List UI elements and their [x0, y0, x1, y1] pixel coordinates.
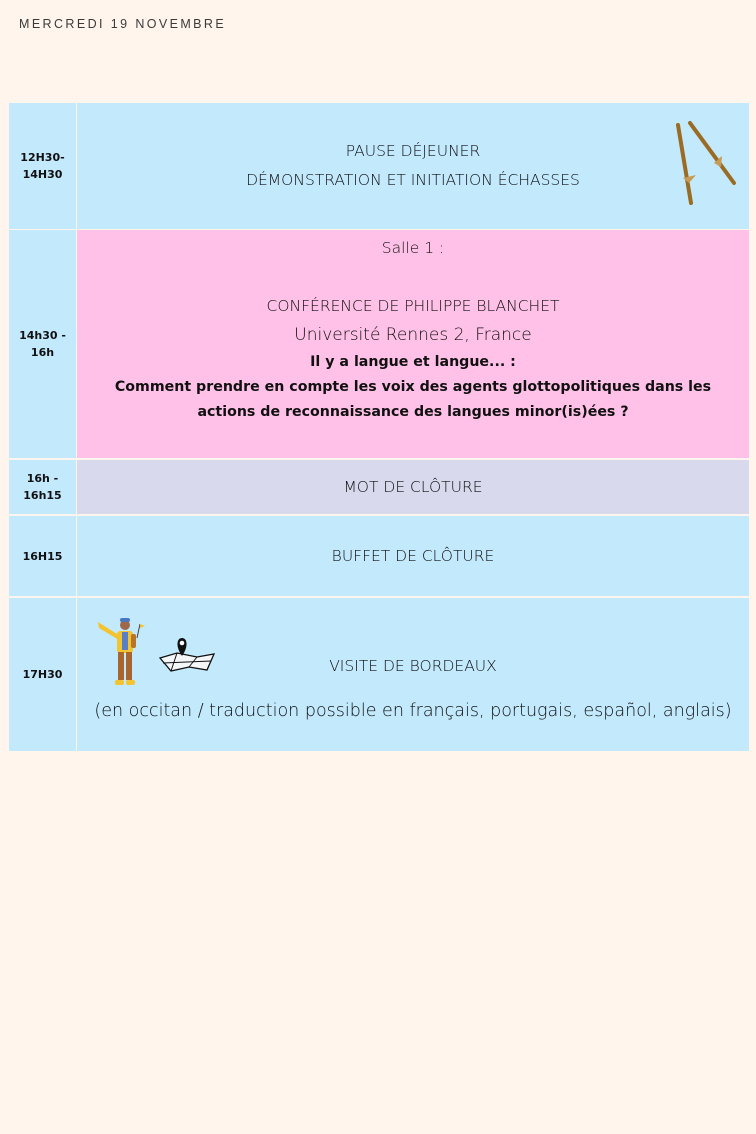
- day-title: MERCREDI 19 NOVEMBRE: [19, 17, 227, 31]
- event-cell: [77, 516, 749, 596]
- talk-subtitle-line2: actions de reconnaissance des langues minor(is)ées ?: [197, 404, 629, 420]
- time-cell: [9, 103, 76, 229]
- schedule-row-visit: [9, 598, 749, 751]
- event-subtitle: DÉMONSTRATION ET INITIATION ÉCHASSES: [246, 171, 580, 189]
- event-title: PAUSE DÉJEUNER: [345, 142, 481, 160]
- stilts-icon: [672, 121, 742, 206]
- time-start: 12H30-: [20, 151, 65, 164]
- room-label: Salle 1 :: [381, 239, 445, 257]
- time-cell: [9, 460, 76, 514]
- event-note: (en occitan / traduction possible en français, portugais, español, anglais): [94, 701, 732, 721]
- time-cell: [9, 230, 76, 458]
- map-pin-icon: [157, 636, 217, 676]
- time-cell: [9, 598, 76, 751]
- time-end: 16h: [30, 346, 55, 359]
- time-cell: [9, 516, 76, 596]
- hiker-icon: [95, 616, 145, 690]
- event-cell: [77, 103, 749, 229]
- time-start: 17H30: [22, 668, 63, 681]
- schedule-row-lunch: [9, 103, 749, 229]
- event-title: MOT DE CLÔTURE: [343, 477, 483, 496]
- schedule-row-buffet: [9, 516, 749, 596]
- event-cell: [77, 230, 749, 458]
- time-start: 16H15: [22, 549, 63, 563]
- talk-subtitle-line1: Comment prendre en compte les voix des agents glottopolitiques dans les: [114, 379, 712, 395]
- schedule-row-closing-words: [9, 460, 749, 514]
- event-cell: [77, 460, 749, 514]
- affiliation: Université Rennes 2, France: [294, 325, 532, 345]
- event-title: VISITE DE BORDEAUX: [329, 657, 497, 675]
- time-start: 16h -: [26, 472, 59, 485]
- time-end: 14H30: [22, 168, 63, 181]
- time-start: 14h30 -: [19, 329, 66, 342]
- conference-title: CONFÉRENCE DE PHILIPPE BLANCHET: [266, 297, 560, 315]
- time-end: 16h15: [23, 489, 62, 502]
- event-title: BUFFET DE CLÔTURE: [331, 546, 495, 565]
- talk-title: Il y a langue et langue... :: [310, 354, 516, 370]
- event-cell: [77, 598, 749, 751]
- schedule-row-conference: [9, 230, 749, 458]
